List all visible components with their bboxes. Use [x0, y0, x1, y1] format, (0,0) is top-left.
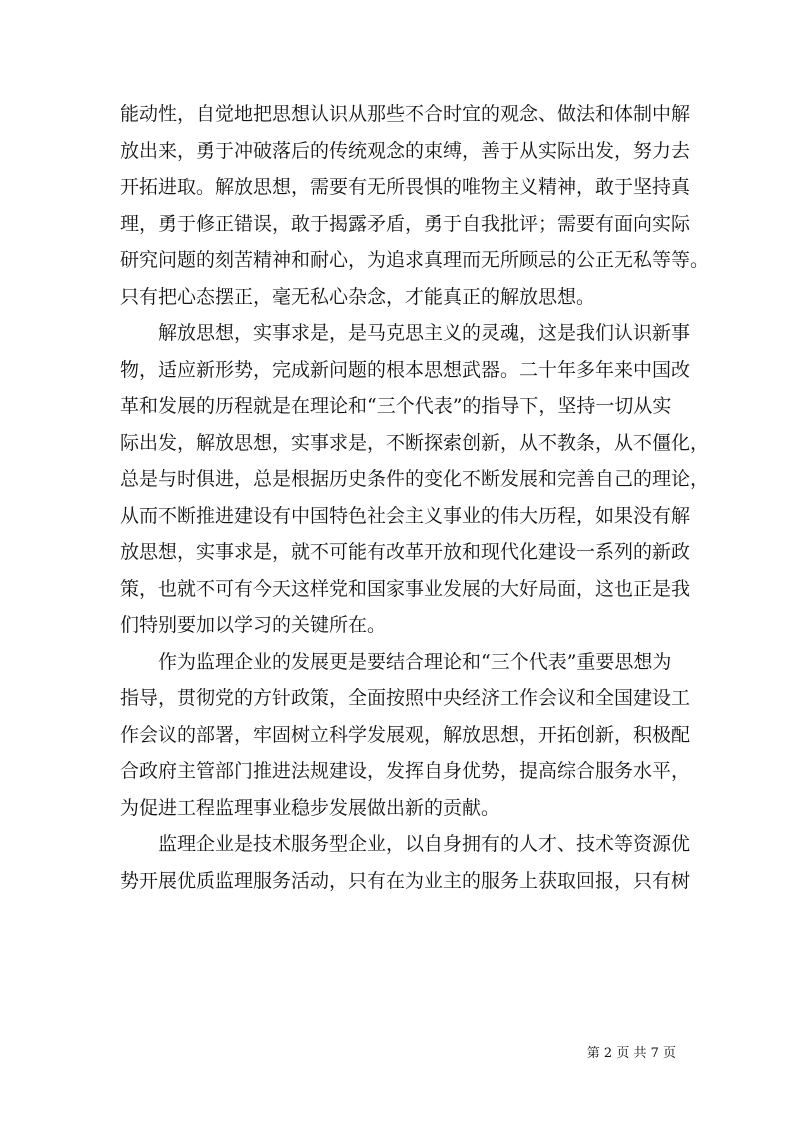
text-line: 放出来，勇于冲破落后的传统观念的束缚，善于从实际出发，努力去 — [120, 139, 691, 162]
text-line: 为促进工程监理事业稳步发展做出新的贡献。 — [120, 796, 501, 819]
paragraph-first-line: 解放思想，实事求是，是马克思主义的灵魂，这是我们认识新事 — [158, 322, 691, 344]
text-line: 物，适应新形势，完成新问题的根本思想武器。二十年多年来中国改 — [120, 358, 691, 381]
body-text — [120, 96, 710, 899]
text-line: 际出发，解放思想，实事求是，不断探索创新，从不教条，从不僵化， — [120, 431, 710, 454]
paragraph-first-line: 作为监理企业的发展更是要结合理论和“三个代表”重要思想为 — [158, 650, 672, 673]
text-line: 理，勇于修正错误，敢于揭露矛盾，勇于自我批评；需要有面向实际 — [120, 212, 691, 235]
paragraph-first-line: 监理企业是技术服务型企业，以自身拥有的人才、技术等资源优 — [158, 833, 691, 855]
text-line: 合政府主管部门推进法规建设，发挥自身优势，提高综合服务水平， — [120, 760, 691, 782]
text-line: 策，也就不可有今天这样党和国家事业发展的大好局面，这也正是我 — [120, 577, 691, 600]
text-line: 总是与时俱进，总是根据历史条件的变化不断发展和完善自己的理论， — [120, 468, 710, 490]
text-line: 指导，贯彻党的方针政策，全面按照中央经济工作会议和全国建设工 — [120, 687, 691, 709]
text-line: 势开展优质监理服务活动，只有在为业主的服务上获取回报，只有树 — [120, 869, 691, 892]
text-line: 作会议的部署，牢固树立科学发展观，解放思想，开拓创新，积极配 — [120, 723, 691, 746]
text-line: 们特别要加以学习的关键所在。 — [120, 614, 387, 636]
text-line: 能动性，自觉地把思想认识从那些不合时宜的观念、做法和体制中解 — [120, 103, 691, 125]
text-line: 只有把心态摆正，毫无私心杂念，才能真正的解放思想。 — [120, 285, 596, 308]
text-line: 开拓进取。解放思想，需要有无所畏惧的唯物主义精神，敢于坚持真 — [120, 176, 691, 198]
text-line: 研究问题的刻苦精神和耐心，为追求真理而无所顾忌的公正无私等等。 — [120, 249, 710, 271]
text-line: 放思想，实事求是，就不可能有改革开放和现代化建设一系列的新政 — [120, 541, 691, 563]
page-number: 第 2 页 共 7 页 — [586, 1046, 676, 1061]
text-line: 从而不断推进建设有中国特色社会主义事业的伟大历程，如果没有解 — [120, 504, 691, 527]
text-line: 革和发展的历程就是在理论和“三个代表”的指导下，坚持一切从实 — [120, 395, 672, 417]
